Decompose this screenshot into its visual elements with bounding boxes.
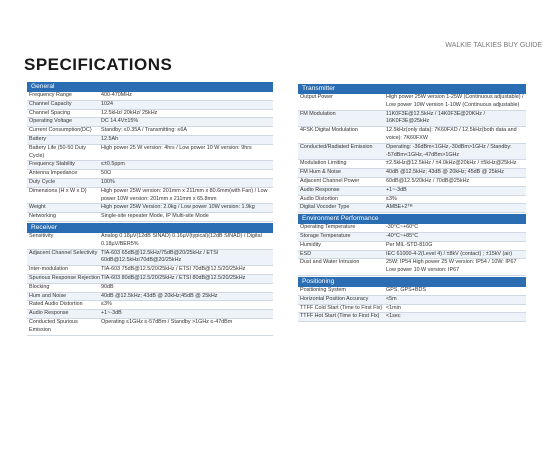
spec-value: 1024 <box>101 100 113 107</box>
spec-value: +1~-3dB <box>101 310 122 317</box>
spec-row <box>27 92 273 101</box>
spec-label: Conducted/Radiated Emission <box>300 143 373 150</box>
spec-row <box>27 319 273 336</box>
spec-label: Frequency Range <box>29 92 72 98</box>
spec-value: ≤3% <box>386 195 397 202</box>
spec-row <box>27 233 273 250</box>
spec-label: Networking <box>29 213 56 220</box>
spec-label: Hum and Noise <box>29 292 67 299</box>
spec-row <box>27 161 273 170</box>
spec-row <box>298 127 526 144</box>
spec-row <box>298 259 526 276</box>
spec-value: DC 14.4V±15% <box>101 118 139 125</box>
spec-value: 50Ω <box>101 170 112 177</box>
spec-value: Single-site repeater Mode, IP Multi-site Mode <box>101 213 209 220</box>
spec-label: Spurious Response Rejection <box>29 274 101 281</box>
spec-row <box>298 187 526 196</box>
spec-label: TTFF Cold Start (Time to First Fix) <box>300 304 383 311</box>
spec-label: Antenna Impedance <box>29 170 78 177</box>
spec-value: -40°C~+85°C <box>386 232 419 239</box>
spec-label: Storage Temperature <box>300 232 351 239</box>
section-header-positioning: Positioning <box>298 277 526 287</box>
spec-label: Duty Cycle <box>29 178 56 185</box>
spec-label: Frequency Stability <box>29 161 75 168</box>
spec-value: AMBE+2™ <box>386 204 413 211</box>
spec-value: 12.5kHz/ 20kHz/ 25kHz <box>101 109 158 116</box>
spec-row <box>27 179 273 188</box>
spec-label: Operating Temperature <box>300 224 356 231</box>
spec-label: Adjacent Channel Power <box>300 177 360 184</box>
section-header-transmitter: Transmitter <box>298 84 526 94</box>
right-column <box>298 83 526 322</box>
spec-label: Current Consumption(DC) <box>29 127 92 134</box>
spec-value: -30°C~+60°C <box>386 224 419 231</box>
page-title: SPECIFICATIONS <box>24 55 173 74</box>
spec-row <box>298 296 526 305</box>
spec-value: TIA-603 75dB@12.5/20/25kHz / ETSI 70dB@12.5/20/25kHz <box>101 266 246 273</box>
spec-label: Weight <box>29 204 46 211</box>
spec-row <box>27 293 273 302</box>
transmitter-table <box>298 94 526 213</box>
spec-label: Digital Vocoder Type <box>300 204 350 211</box>
spec-label: Audio Distortion <box>300 195 339 202</box>
spec-value: ±2.5kHz@12.5kHz / ±4.0kHz@20kHz / ±5kHz@25kHz <box>386 160 517 167</box>
positioning-table <box>298 287 526 322</box>
spec-row <box>298 287 526 296</box>
spec-value: <1min <box>386 304 401 311</box>
spec-label: Conducted Spurious Emission <box>29 318 78 333</box>
spec-row <box>27 250 273 267</box>
spec-row <box>298 144 526 161</box>
spec-label: Blocking <box>29 283 50 290</box>
spec-label: TTFF Hot Start (Time to First Fix) <box>300 313 380 320</box>
spec-value: IEC 61000-4-2(Level 4) / ±8kV (contact) ; ±15kV (air) <box>386 250 513 257</box>
spec-value: ≤±0.5ppm <box>101 161 125 168</box>
spec-value: Per MIL-STD-810G <box>386 241 433 248</box>
spec-row <box>27 136 273 145</box>
spec-value: 40dB @12.5kHz; 43dB @ 20kHz;45dB @ 25kHz <box>101 292 218 299</box>
receiver-table <box>27 233 273 336</box>
spec-row <box>298 224 526 233</box>
spec-row <box>27 110 273 119</box>
spec-value: Operating ≤1GHz ≤-57dBm / Standby >1GHz ≤-47dBm <box>101 318 233 325</box>
section-header-environment: Environment Performance <box>298 214 526 224</box>
spec-value: 40dB @12.5kHz; 43dB @ 20kHz; 45dB @ 25kHz <box>386 169 504 176</box>
spec-row <box>298 251 526 260</box>
spec-label: Audio Response <box>29 310 69 317</box>
spec-value: 100% <box>101 178 115 185</box>
section-header-receiver: Receiver <box>27 223 273 233</box>
spec-value: ≤3% <box>101 301 112 308</box>
spec-value: 25W: IP54 High power 25 W version: IP54 / 10W: IP67 Low power 10 W version: IP67 <box>386 259 517 274</box>
spec-value: High power 25W version 1-25W (Continuous adjustable) / Low power 10W version 1-10W (Continuous adjustable) <box>386 94 524 108</box>
spec-label: Channel Spacing <box>29 109 71 116</box>
spec-row <box>298 233 526 242</box>
spec-value: Standby: ≤0.35A / Transmitting: ≤6A <box>101 127 187 134</box>
spec-label: Modulation Limiting <box>300 160 347 167</box>
spec-row <box>27 310 273 319</box>
section-header-general: General <box>27 82 273 92</box>
spec-row <box>298 305 526 314</box>
general-table <box>27 92 273 222</box>
spec-value: <5m <box>386 295 397 302</box>
spec-label: Battery Life (50-50 Duty Cycle) <box>29 144 86 159</box>
spec-value: 90dB <box>101 283 114 290</box>
spec-label: FM Modulation <box>300 110 336 117</box>
spec-row <box>298 94 526 111</box>
spec-value: High power 25 W version: 4hrs / Low power 10 W version: 9hrs <box>101 144 252 151</box>
spec-row <box>27 301 273 310</box>
spec-value: +1~-3dB <box>386 186 407 193</box>
spec-row <box>27 284 273 293</box>
spec-label: Inter-modulation <box>29 266 68 273</box>
spec-value: 11K0F3E@12.5kHz / 14K0F3E@20KHz / 16K0F3E@25kHz <box>386 110 485 125</box>
spec-label: Positioning System <box>300 286 346 293</box>
spec-row <box>27 170 273 179</box>
spec-row <box>27 275 273 284</box>
spec-label: Horizontal Position Accuracy <box>300 295 369 302</box>
spec-row <box>27 188 273 205</box>
clipped-header-text: WALKIE TALKIES BUY GUIDE <box>445 42 542 49</box>
spec-value: TIA-603 65dB@12.5kHz/75dB@20/25kHz / ETSI 60dB@12.5kHz/70dB@20/25kHz <box>101 249 219 264</box>
spec-value: High power 25W Version: 2.0kg / Low power 10W version: 1.9kg <box>101 204 255 211</box>
left-column <box>27 81 273 336</box>
spec-label: Channel Capacity <box>29 100 72 107</box>
spec-row <box>27 127 273 136</box>
spec-label: Humidity <box>300 241 321 248</box>
spec-value: GPS, GPS+BDS <box>386 286 426 293</box>
spec-label: Audio Response <box>300 186 340 193</box>
spec-label: 4FSK Digital Modulation <box>300 127 358 134</box>
spec-row <box>27 145 273 162</box>
spec-row <box>27 266 273 275</box>
spec-value: High power 25W version: 201mm x 211mm x 80.6mm(with Fan) / Low power 10W version: 201mm x 211mm x 65.8mm <box>101 187 268 202</box>
spec-label: FM Hum & Noise <box>300 169 342 176</box>
spec-value: TIA-603 80dB@12.5/20/25kHz / ETSI 80dB@12.5/20/25kHz <box>101 274 246 281</box>
spec-value: <1sec <box>386 313 401 320</box>
spec-label: Rated Audio Distortion <box>29 301 83 308</box>
spec-row <box>27 118 273 127</box>
spec-row <box>298 160 526 169</box>
spec-row <box>298 178 526 187</box>
spec-row <box>298 169 526 178</box>
spec-row <box>298 111 526 128</box>
spec-label: Operating Voltage <box>29 118 73 125</box>
spec-label: ESD <box>300 250 312 257</box>
spec-value: Analog 0.18µV(12dB SINAD) 0.16µV(typical)(12dB SINAD) / Digital 0.18µV/BER5% <box>101 232 262 247</box>
spec-value: 400-470MHz <box>101 92 132 98</box>
spec-label: Adjacent Channel Selectivity <box>29 249 98 256</box>
spec-row <box>27 204 273 213</box>
environment-table <box>298 224 526 276</box>
spec-value: 12.5kHz(only data): 7K60FXD / 12.5kHz(both data and voice): 7K60FXW <box>386 127 517 141</box>
spec-label: Battery <box>29 135 47 142</box>
spec-label: Dimensions (H x W x D) <box>29 187 87 194</box>
spec-row <box>298 204 526 213</box>
spec-row <box>27 213 273 222</box>
spec-row <box>298 313 526 322</box>
spec-value: 60dB@12.5/20kHz / 70dB@25kHz <box>386 177 470 184</box>
spec-value: 12.5Ah <box>101 135 119 142</box>
spec-row <box>298 242 526 251</box>
spec-value: Operating: -36dBm<1GHz,-30dBm>1GHz / Standby: -57dBm<1GHz,-47dBm>1GHz <box>386 143 512 158</box>
spec-row <box>298 196 526 205</box>
spec-label: Output Power <box>300 94 333 100</box>
spec-label: Sensitivity <box>29 232 54 239</box>
spec-label: Dust and Water Intrusion <box>300 259 360 266</box>
spec-row <box>27 101 273 110</box>
